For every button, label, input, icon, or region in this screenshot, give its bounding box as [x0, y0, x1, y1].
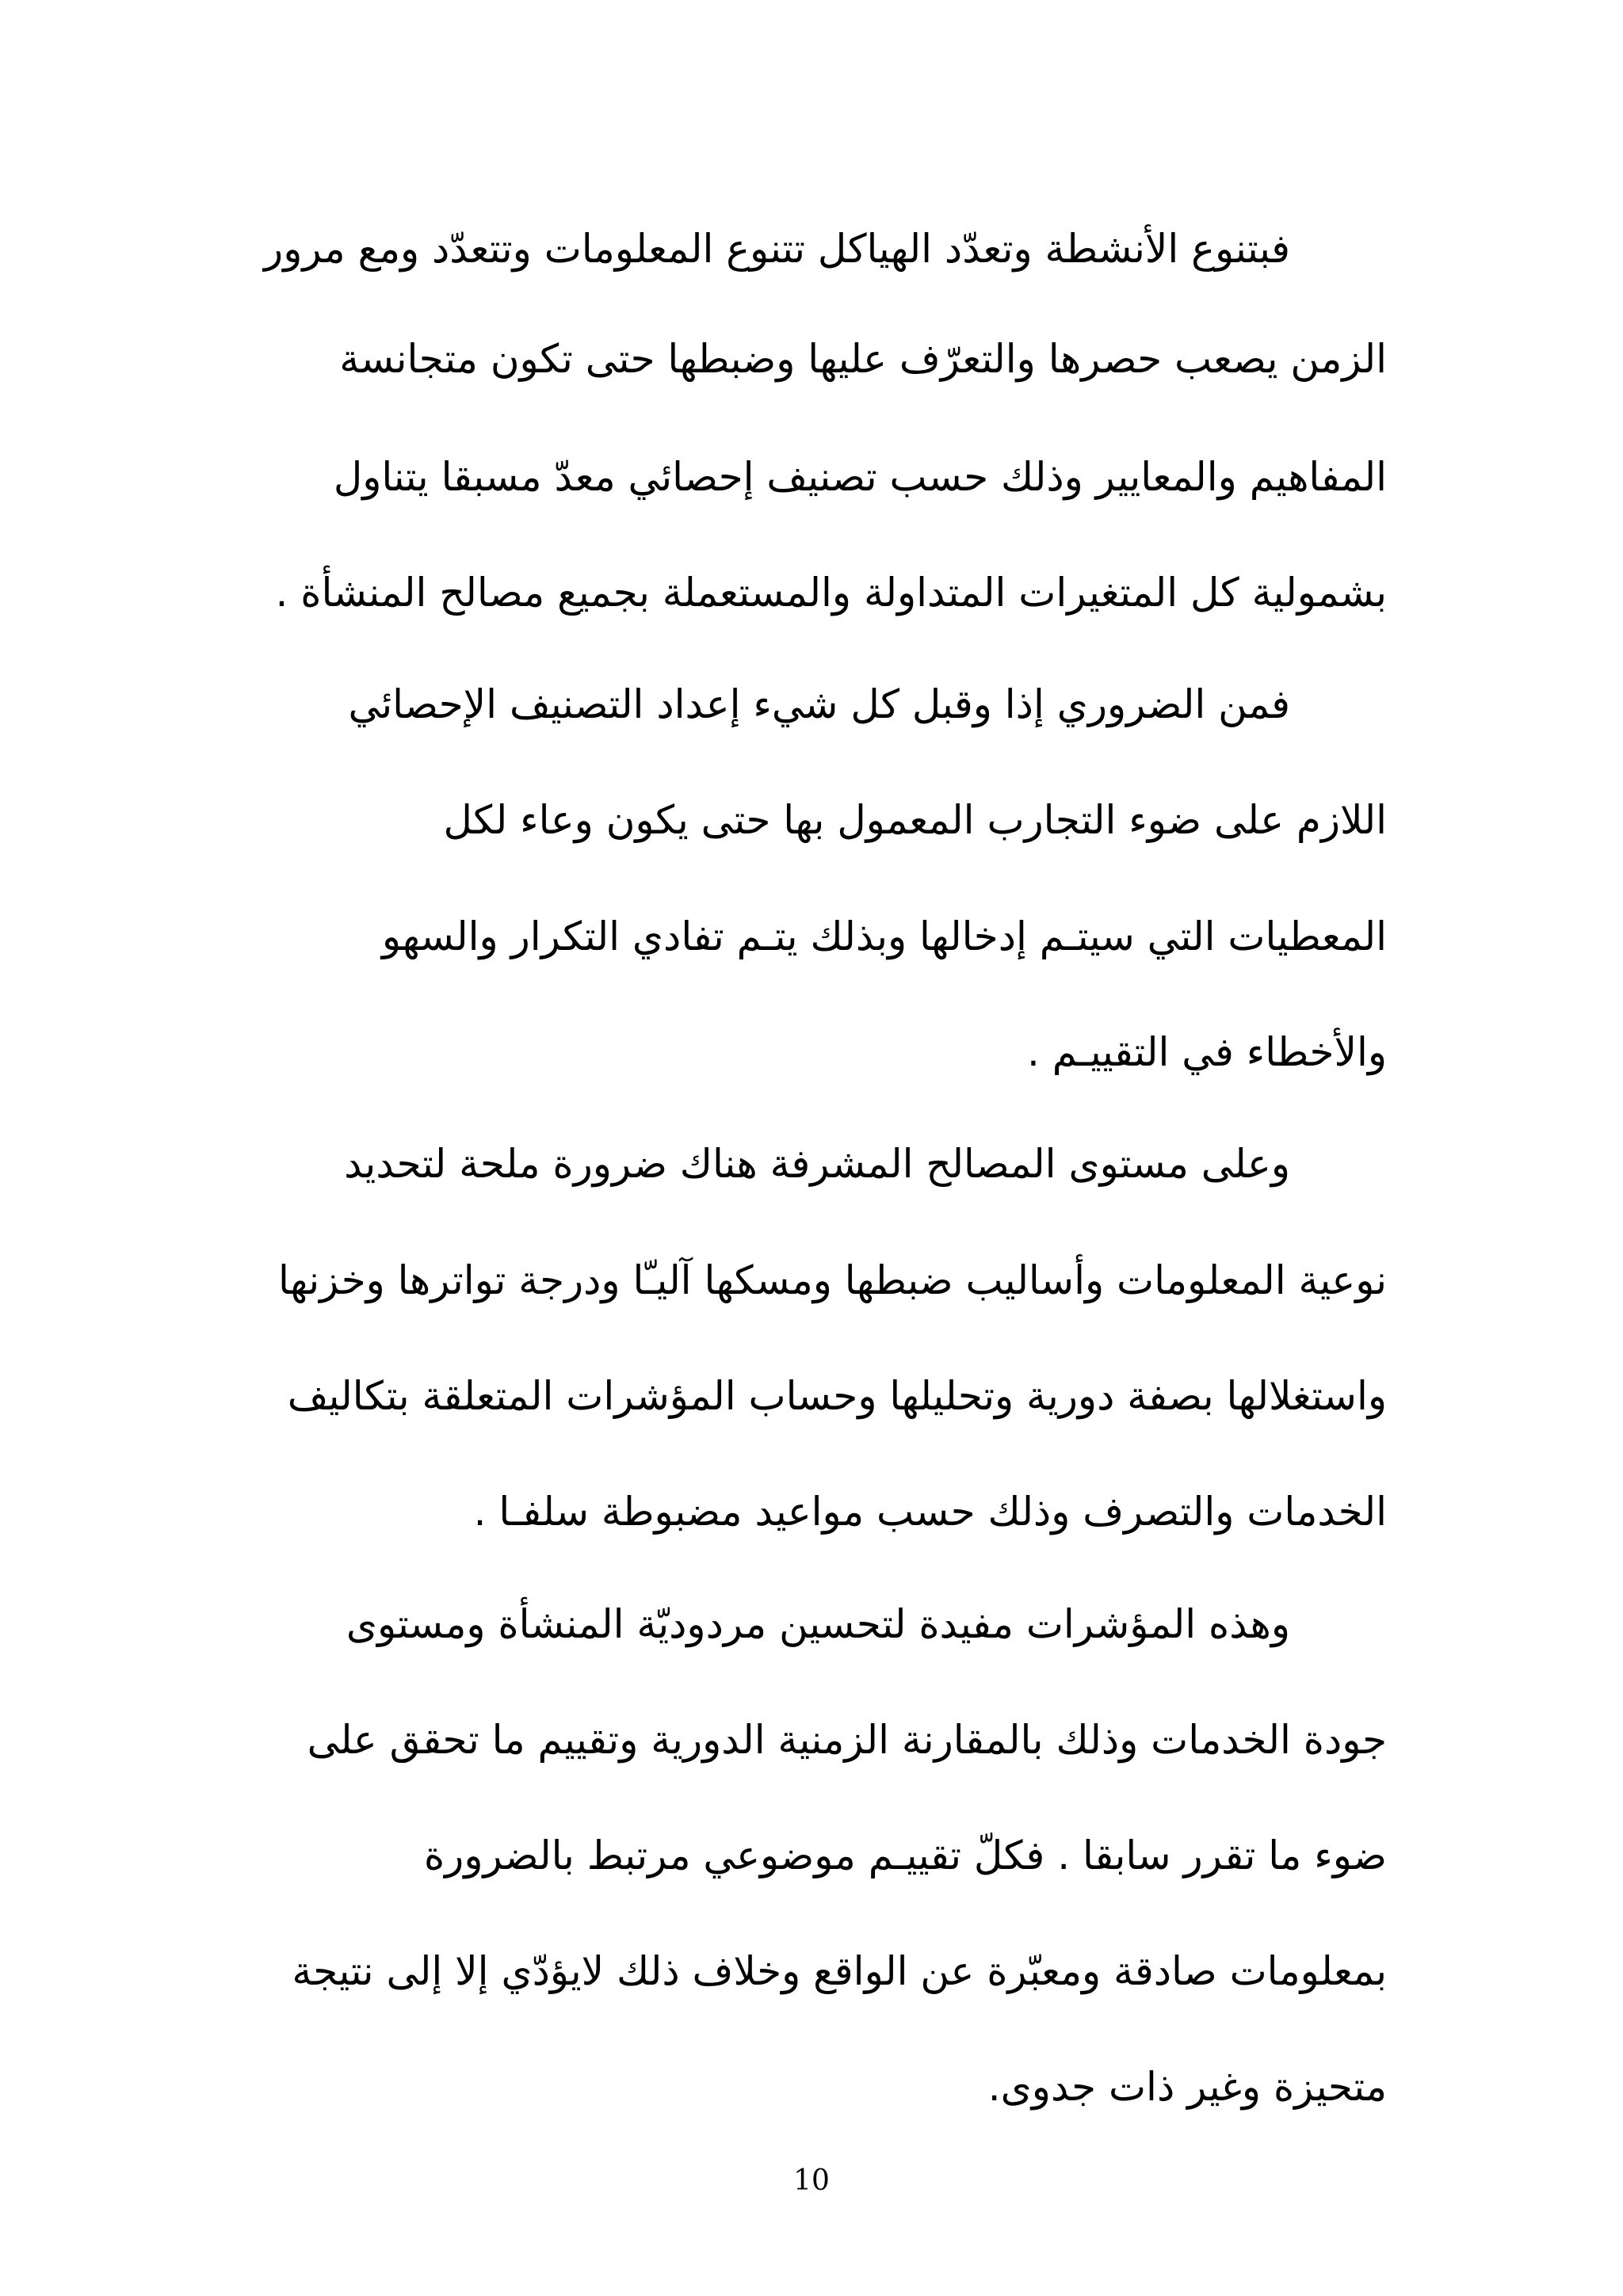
text-line: الخدمات والتصرف وذلك حسب مواعيد مضبوطة سلفـا . [473, 1489, 1387, 1535]
text-line: الزمن يصعب حصرها والتعرّف عليها وضبطها حتى تكون متجانسة [339, 336, 1387, 382]
text-line: بشمولية كل المتغيرات المتداولة والمستعملة بجميع مصالح المنشأة . [275, 570, 1387, 616]
text-line: نوعية المعلومات وأساليب ضبطها ومسكها آليـّا ودرجة تواترها وخزنها [277, 1257, 1387, 1303]
text-line: المعطيات التي سيتـم إدخالها وبذلك يتـم تفادي التكرار والسهو [381, 913, 1387, 959]
text-line: واستغلالها بصفة دورية وتحليلها وحساب المؤشرات المتعلقة بتكاليف [287, 1373, 1387, 1419]
text-line: وعلى مستوى المصالح المشرفة هناك ضرورة ملحة لتحديد [344, 1141, 1290, 1187]
text-line: فبتنوع الأنشطة وتعدّد الهياكل تتنوع المعلومات وتتعدّد ومع مرور [264, 226, 1290, 272]
text-line: اللازم على ضوء التجارب المعمول بها حتى يكون وعاء لكل [443, 797, 1387, 843]
text-line: فمن الضروري إذا وقبل كل شيء إعداد التصنيف الإحصائي [348, 681, 1290, 727]
text-line: بمعلومات صادقة ومعبّرة عن الواقع وخلاف ذلك لايؤدّي إلا إلى نتيجة [292, 1948, 1387, 1994]
text-line: جودة الخدمات وذلك بالمقارنة الزمنية الدورية وتقييم ما تحقق على [307, 1717, 1387, 1763]
text-line: متحيزة وغير ذات جدوى. [987, 2064, 1387, 2110]
text-line: وهذه المؤشرات مفيدة لتحسين مردوديّة المنشأة ومستوى [346, 1601, 1290, 1647]
page-number: 10 [793, 2164, 830, 2197]
text-line: ضوء ما تقرر سابقا . فكلّ تقييـم موضوعي مرتبط بالضرورة [423, 1833, 1387, 1878]
text-line: المفاهيم والمعايير وذلك حسب تصنيف إحصائي معدّ مسبقا يتناول [333, 454, 1387, 500]
text-line: والأخطاء في التقييـم . [1027, 1029, 1387, 1075]
